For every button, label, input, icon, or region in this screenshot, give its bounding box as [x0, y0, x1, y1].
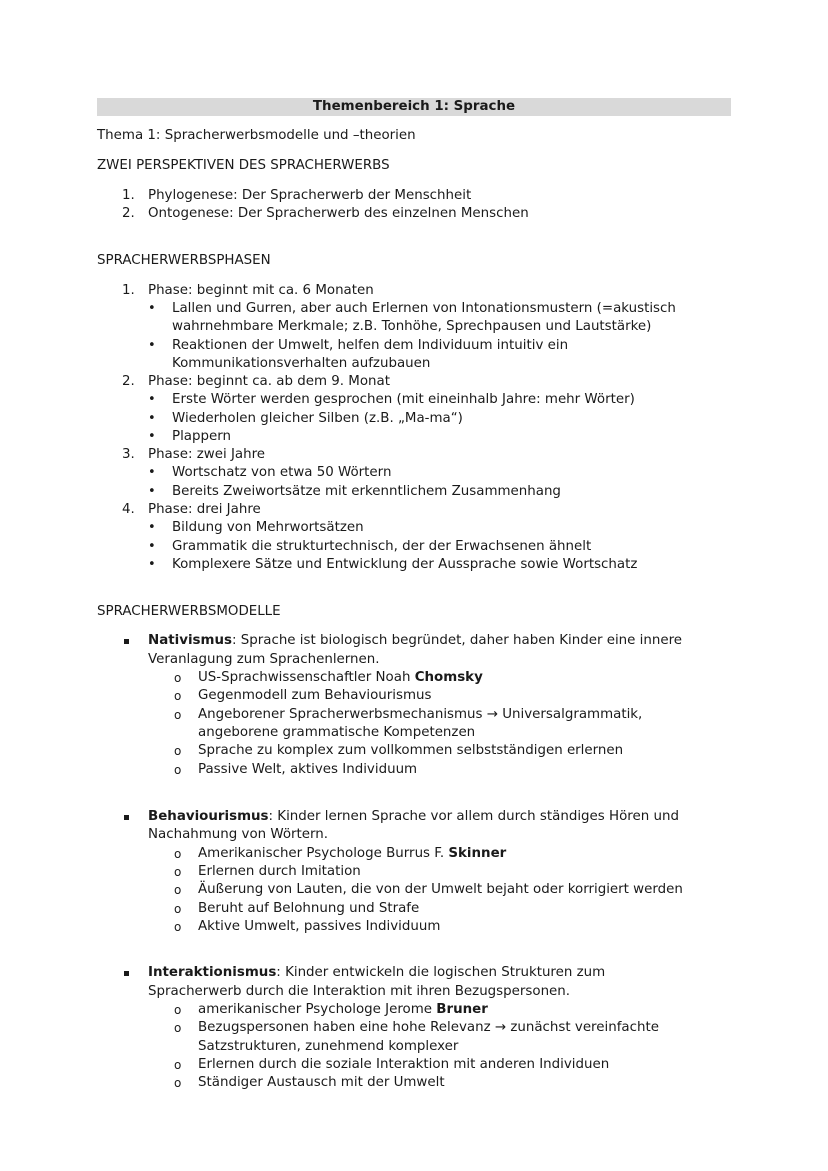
list-item: Grammatik die strukturtechnisch, der der Erwachsenen ähnelt [172, 539, 592, 554]
circle-bullet-icon: o [174, 865, 182, 879]
list-item: Phylogenese: Der Spracherwerb der Menschheit [148, 188, 472, 203]
circle-bullet-icon: o [174, 671, 182, 685]
phase-title: Phase: beginnt ca. ab dem 9. Monat [148, 374, 390, 389]
square-bullet-icon [124, 639, 129, 644]
model-nativismus [148, 632, 682, 650]
list-item: Reaktionen der Umwelt, helfen dem Individuum intuitiv ein [172, 338, 569, 353]
phases-heading: SPRACHERWERBSPHASEN [97, 253, 271, 268]
list-number: 4. [122, 502, 135, 517]
models-heading: SPRACHERWERBSMODELLE [97, 604, 281, 619]
phase-title: Phase: zwei Jahre [148, 447, 266, 462]
bullet-icon: • [148, 338, 156, 353]
list-item: Lallen und Gurren, aber auch Erlernen von Intonationsmustern (=akustisch [172, 301, 676, 316]
perspectives-heading: ZWEI PERSPEKTIVEN DES SPRACHERWERBS [97, 158, 390, 173]
model-term: Interaktionismus [148, 965, 277, 980]
model-description: : Sprache ist biologisch begründet, daher haben Kinder eine innere [231, 633, 683, 648]
circle-bullet-icon: o [174, 744, 182, 758]
list-item: Aktive Umwelt, passives Individuum [198, 919, 441, 934]
list-item: Satzstrukturen, zunehmend komplexer [198, 1039, 459, 1054]
list-item: Wiederholen gleicher Silben (z.B. „Ma-ma“) [172, 411, 463, 426]
circle-bullet-icon: o [174, 920, 182, 934]
model-term: Behaviourismus [148, 809, 269, 824]
model-description: : Kinder entwickeln die logischen Strukturen zum [276, 965, 606, 980]
list-number: 3. [122, 447, 135, 462]
list-item: Äußerung von Lauten, die von der Umwelt bejaht oder korrigiert werden [198, 882, 683, 897]
list-item: Komplexere Sätze und Entwicklung der Aussprache sowie Wortschatz [172, 557, 638, 572]
list-item [198, 845, 506, 863]
list-item-text: US-Sprachwissenschaftler Noah [198, 670, 415, 685]
list-item: Plappern [172, 429, 231, 444]
list-item [198, 1001, 488, 1019]
topic-line: Thema 1: Spracherwerbsmodelle und –theorien [97, 128, 416, 143]
list-item: Kommunikationsverhalten aufzubauen [172, 356, 431, 371]
model-description: Veranlagung zum Sprachenlernen. [148, 652, 380, 667]
list-item: angeborene grammatische Kompetenzen [198, 725, 476, 740]
phase-title: Phase: drei Jahre [148, 502, 261, 517]
list-item: wahrnehmbare Merkmale; z.B. Tonhöhe, Sprechpausen und Lautstärke) [172, 319, 652, 334]
list-item: Gegenmodell zum Behaviourismus [198, 688, 432, 703]
model-term: Nativismus [148, 633, 232, 648]
square-bullet-icon [124, 815, 129, 820]
list-item: Beruht auf Belohnung und Strafe [198, 901, 420, 916]
bullet-icon: • [148, 484, 156, 499]
square-bullet-icon [124, 971, 129, 976]
circle-bullet-icon: o [174, 763, 182, 777]
list-item: Passive Welt, aktives Individuum [198, 762, 418, 777]
person-name: Chomsky [414, 670, 483, 685]
bullet-icon: • [148, 392, 156, 407]
page-title: Themenbereich 1: Sprache [312, 99, 516, 114]
list-item: Wortschatz von etwa 50 Wörtern [172, 465, 392, 480]
phase-title: Phase: beginnt mit ca. 6 Monaten [148, 283, 374, 298]
list-item-text: Amerikanischer Psychologe Burrus F. [198, 846, 449, 861]
person-name: Skinner [448, 846, 507, 861]
list-item: Erlernen durch die soziale Interaktion mit anderen Individuen [198, 1057, 610, 1072]
bullet-icon: • [148, 465, 156, 480]
bullet-icon: • [148, 520, 156, 535]
list-item: Bezugspersonen haben eine hohe Relevanz → zunächst vereinfachte [198, 1020, 659, 1035]
circle-bullet-icon: o [174, 902, 182, 916]
list-item: Bereits Zweiwortsätze mit erkenntlichem Zusammenhang [172, 484, 561, 499]
circle-bullet-icon: o [174, 1058, 182, 1072]
list-number: 2. [122, 206, 135, 221]
bullet-icon: • [148, 429, 156, 444]
circle-bullet-icon: o [174, 1003, 182, 1017]
bullet-icon: • [148, 411, 156, 426]
person-name: Bruner [436, 1002, 488, 1017]
bullet-icon: • [148, 539, 156, 554]
model-description: Spracherwerb durch die Interaktion mit ihren Bezugspersonen. [148, 984, 571, 999]
list-item: Bildung von Mehrwortsätzen [172, 520, 364, 535]
model-behaviourismus [148, 808, 679, 826]
bullet-icon: • [148, 301, 156, 316]
circle-bullet-icon: o [174, 883, 182, 897]
list-item: Ontogenese: Der Spracherwerb des einzelnen Menschen [148, 206, 529, 221]
circle-bullet-icon: o [174, 1021, 182, 1035]
model-description: : Kinder lernen Sprache vor allem durch ständiges Hören und [268, 809, 679, 824]
circle-bullet-icon: o [174, 708, 182, 722]
circle-bullet-icon: o [174, 689, 182, 703]
list-item [198, 669, 483, 687]
model-interaktionismus [148, 964, 605, 982]
list-item: Sprache zu komplex zum vollkommen selbstständigen erlernen [198, 743, 624, 758]
model-description: Nachahmung von Wörtern. [148, 827, 329, 842]
bullet-icon: • [148, 557, 156, 572]
list-item: Erste Wörter werden gesprochen (mit eineinhalb Jahre: mehr Wörter) [172, 392, 635, 407]
list-number: 1. [122, 283, 135, 298]
list-item: Erlernen durch Imitation [198, 864, 361, 879]
circle-bullet-icon: o [174, 1076, 182, 1090]
list-number: 1. [122, 188, 135, 203]
list-item: Angeborener Spracherwerbsmechanismus → Universalgrammatik, [198, 707, 643, 722]
list-item: Ständiger Austausch mit der Umwelt [198, 1075, 445, 1090]
list-item-text: amerikanischer Psychologe Jerome [198, 1002, 437, 1017]
list-number: 2. [122, 374, 135, 389]
circle-bullet-icon: o [174, 847, 182, 861]
